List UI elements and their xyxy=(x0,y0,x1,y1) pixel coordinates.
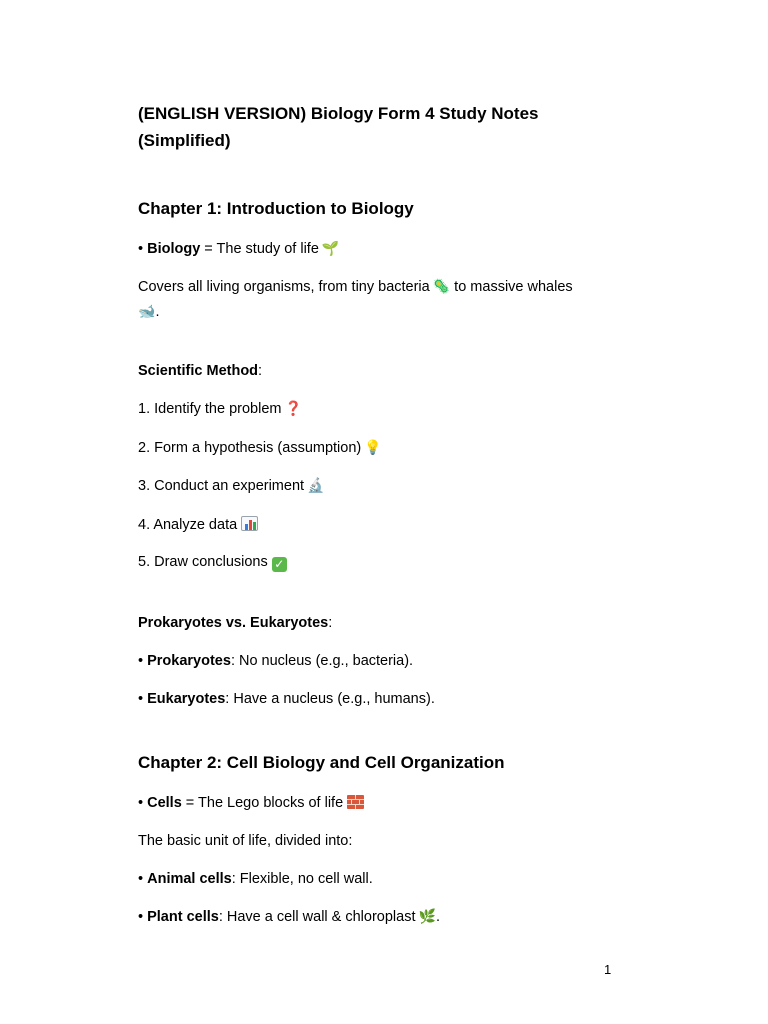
check-mark-icon: ✓ xyxy=(272,557,287,572)
animal-cells-item: • Animal cells: Flexible, no cell wall. xyxy=(138,871,373,887)
bullet: • xyxy=(138,909,148,925)
covers-text-2: to massive whales xyxy=(450,279,573,295)
bullet: • xyxy=(138,653,148,669)
basic-unit-text: The basic unit of life, divided into: xyxy=(138,833,353,849)
step-4: 4. Analyze data xyxy=(138,516,258,534)
question-mark-icon: ❓ xyxy=(284,401,302,417)
chapter-2-heading: Chapter 2: Cell Biology and Cell Organization xyxy=(138,753,505,772)
eukaryotes-term: Eukaryotes xyxy=(147,691,226,707)
page-number: 1 xyxy=(604,962,612,977)
covers-end: . xyxy=(155,304,160,320)
document-title: (ENGLISH VERSION) Biology Form 4 Study Notes (Simplified) xyxy=(138,104,539,150)
bar-chart-icon xyxy=(241,516,258,531)
chapter-1-heading: Chapter 1: Introduction to Biology xyxy=(138,199,414,218)
brick-icon xyxy=(347,795,364,809)
covers-paragraph xyxy=(138,275,608,325)
biology-definition xyxy=(138,241,339,258)
microscope-icon: 🔬 xyxy=(307,478,325,494)
biology-def-text: = The study of life xyxy=(200,241,319,257)
biology-term: Biology xyxy=(147,241,201,257)
plant-cells-item: • Plant cells: Have a cell wall & chloroplast 🌿. xyxy=(138,909,440,925)
eukaryotes-item: • Eukaryotes: Have a nucleus (e.g., humans). xyxy=(138,691,435,707)
bullet: • xyxy=(138,795,148,811)
step-3: 3. Conduct an experiment 🔬 xyxy=(138,478,325,494)
bullet: • xyxy=(138,241,148,257)
whale-icon: 🐋 xyxy=(138,304,156,320)
bullet: • xyxy=(138,691,148,707)
light-bulb-icon: 💡 xyxy=(364,440,382,456)
seedling-icon: 🌱 xyxy=(321,241,340,257)
bullet: • xyxy=(138,871,148,887)
step-5: 5. Draw conclusions ✓ xyxy=(138,554,287,572)
herb-icon: 🌿 xyxy=(418,909,436,925)
covers-text: Covers all living organisms, from tiny bacteria xyxy=(138,279,430,295)
prok-vs-euk-label: Prokaryotes vs. Eukaryotes: xyxy=(138,615,333,631)
animal-cells-term: Animal cells xyxy=(147,871,232,887)
cells-term: Cells xyxy=(147,795,182,811)
plant-cells-term: Plant cells xyxy=(147,909,219,925)
prokaryotes-item: • Prokaryotes: No nucleus (e.g., bacteria). xyxy=(138,653,414,669)
prok-vs-euk-term: Prokaryotes vs. Eukaryotes xyxy=(138,615,329,631)
scientific-method-term: Scientific Method xyxy=(138,363,259,379)
step-2: 2. Form a hypothesis (assumption) 💡 xyxy=(138,440,382,456)
bacteria-icon: 🦠 xyxy=(432,279,451,295)
scientific-method-label: Scientific Method: xyxy=(138,363,263,379)
prokaryotes-term: Prokaryotes xyxy=(147,653,231,669)
cells-definition: • Cells = The Lego blocks of life xyxy=(138,795,364,812)
step-1: 1. Identify the problem ❓ xyxy=(138,401,302,417)
